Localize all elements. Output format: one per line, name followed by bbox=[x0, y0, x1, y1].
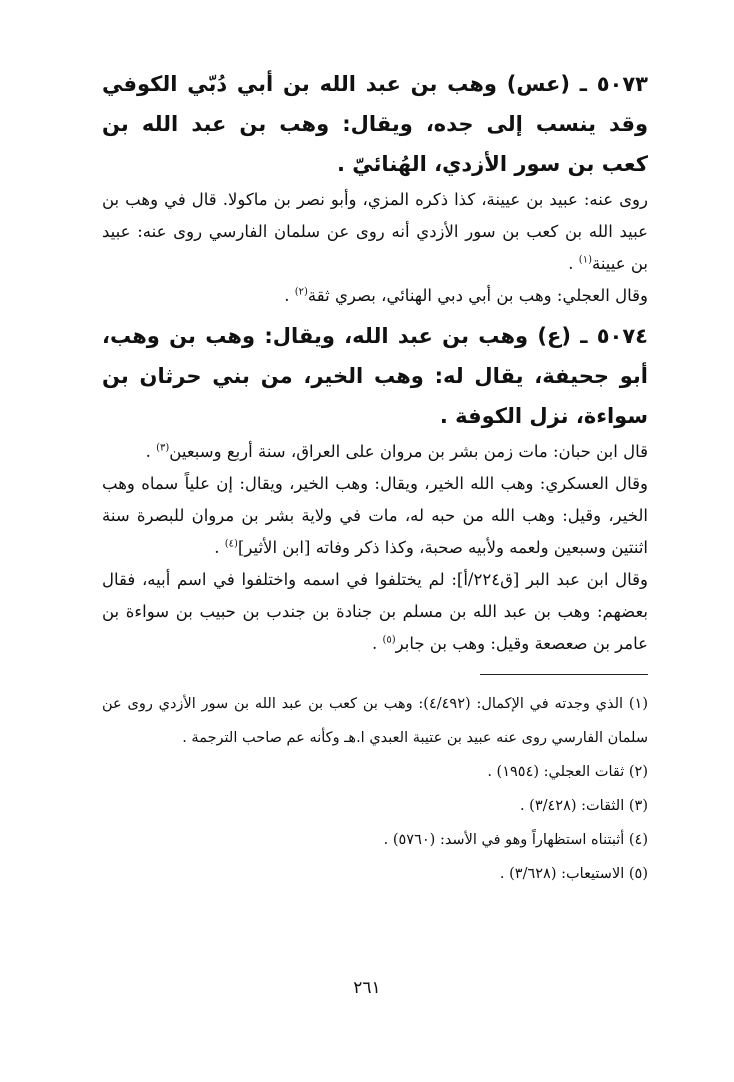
paragraph bbox=[102, 564, 648, 660]
footnotes bbox=[102, 687, 648, 891]
paragraph-end: . bbox=[568, 254, 579, 273]
entry-heading: ٥٠٧٣ ـ (عس) وهب بن عبد الله بن أبي دُبّي الكوفي وقد ينسب إلى جده، ويقال: وهب بن عبد الله بن كعب بن سور الأزدي، الهُنائيّ . bbox=[102, 72, 648, 176]
footnote-ref[interactable]: (٥) bbox=[382, 634, 396, 646]
paragraph-end: . bbox=[371, 634, 383, 653]
footnote-4: (٤) أثبتناه استظهاراً وهو في الأسد: (٥٧٦٠) . bbox=[383, 832, 648, 848]
paragraph bbox=[102, 468, 648, 564]
paragraph-end: . bbox=[214, 538, 225, 557]
paragraph bbox=[102, 280, 648, 312]
paragraph-text: روى عنه: عبيد بن عيينة، كذا ذكره المزي، وأبو نصر بن ماكولا. قال في وهب بن عبيد الله بن كعب بن سور الأزدي أنه روى عن سلمان الفارسي روى عنه: عبيد بن عيينة bbox=[102, 190, 648, 273]
footnote-divider bbox=[480, 674, 648, 675]
entry-heading: ٥٠٧٤ ـ (ع) وهب بن عبد الله، ويقال: وهب بن وهب، أبو جحيفة، يقال له: وهب الخير، من بني حرثان بن سواءة، نزل الكوفة . bbox=[102, 324, 648, 428]
paragraph-text: وقال العجلي: وهب بن أبي دبي الهنائي، بصري ثقة bbox=[307, 286, 648, 305]
footnote-ref[interactable]: (٤) bbox=[224, 538, 238, 550]
entry-5074 bbox=[102, 316, 648, 660]
footnote-ref[interactable]: (٣) bbox=[156, 442, 170, 454]
paragraph bbox=[102, 184, 648, 280]
footnote-5: (٥) الاستيعاب: (٣/٦٢٨) . bbox=[499, 866, 648, 882]
paragraph-text: وقال العسكري: وهب الله الخير، ويقال: وهب الخير، ويقال: إن علياً سماه وهب الخير، وقيل: وهب الله من حبه له، مات في ولاية بشر بن مروان للبصرة سنة اثنتين وسبعين ولعمه ولأبيه صحبة، وكذا ذكر وفاته [ابن الأثير] bbox=[102, 474, 648, 557]
footnote-3: (٣) الثقات: (٣/٤٢٨) . bbox=[519, 798, 648, 814]
entry-5073 bbox=[102, 64, 648, 312]
paragraph-end: . bbox=[145, 442, 157, 461]
footnote-2: (٢) ثقات العجلي: (١٩٥٤) . bbox=[487, 764, 648, 780]
footnote-ref[interactable]: (١) bbox=[578, 254, 592, 266]
paragraph bbox=[102, 436, 648, 468]
footnote-ref[interactable]: (٢) bbox=[294, 286, 308, 298]
paragraph-text: وقال ابن عبد البر [ق٢٢٤/أ]: لم يختلفوا في اسمه واختلفوا في اسم أبيه، فقال بعضهم: وهب بن عبد الله بن مسلم بن جنادة بن جندب بن حبيب بن سواءة بن عامر بن صعصعة وقيل: وهب بن جابر bbox=[102, 570, 648, 653]
footnote-1: (١) الذي وجدته في الإكمال: (٤/٤٩٢): وهب بن كعب بن عبد الله بن سور الأزدي روى عن سلمان الفارسي روى عنه عبيد بن عتيبة العبدي ا.هـ وكأنه عم صاحب الترجمة . bbox=[102, 696, 648, 746]
paragraph-end: . bbox=[284, 286, 295, 305]
paragraph-text: قال ابن حبان: مات زمن بشر بن مروان على العراق، سنة أربع وسبعين bbox=[169, 442, 648, 461]
page-number: ٢٦١ bbox=[353, 978, 381, 998]
